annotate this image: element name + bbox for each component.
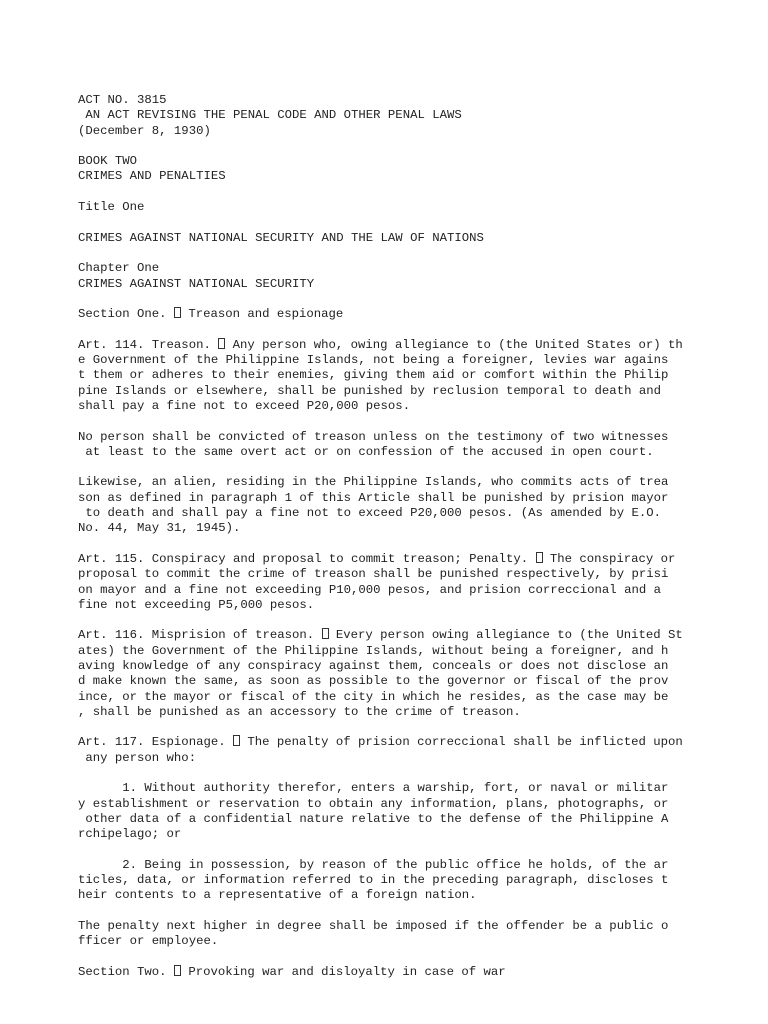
chapter-heading [78,261,718,292]
text-line: ticles, data, or information referred to in the preceding paragraph, discloses t [78,873,669,888]
text-line: at least to the same overt act or on confession of the accused in open court. [78,444,654,459]
text-line: ACT NO. 3815 [78,93,167,107]
missing-glyph-icon [233,735,240,746]
missing-glyph-icon [536,552,543,563]
text-line [78,735,718,750]
text-line [78,384,718,399]
article-117-item-2 [78,858,718,904]
text-line: The penalty next higher in degree shall be imposed if the offender be a public o [78,919,669,934]
text-line [78,659,718,674]
article-115 [78,552,718,613]
text-line: No. 44, May 31, 1945). [78,521,241,536]
article-117-item-1 [78,781,718,842]
text-segment: Art. 116. Misprision of treason. [78,628,322,643]
text-segment: proposal to commit the crime of treason shall be punished respectively, by prisi [78,567,669,582]
text-segment: Any person who, owing allegiance to (the United States or) th [225,337,683,352]
text-line: (December 8, 1930) [78,123,211,138]
text-segment: The penalty of prision correccional shall be inflicted upon [239,735,683,750]
text-segment: Provoking war and disloyalty in case of war [180,964,506,979]
missing-glyph-icon [174,965,181,976]
document-page [78,93,718,996]
text-segment: Art. 115. Conspiracy and proposal to commit treason; Penalty. [78,551,536,566]
text-line: 1. Without authority therefor, enters a warship, fort, or naval or militar [78,781,669,796]
text-segment: e Government of the Philippine Islands, not being a foreigner, levies war agains [78,353,669,368]
text-line: to death and shall pay a fine not to exceed P20,000 pesos. (As amended by E.O. [78,506,661,521]
section-one-heading [78,307,718,322]
text-segment: Section One. [78,307,174,322]
text-segment: The conspiracy or [542,551,676,566]
text-line: other data of a confidential nature relative to the defense of the Philippine A [78,811,669,826]
article-116 [78,628,718,720]
text-segment: Section Two. [78,964,174,979]
text-segment: shall pay a fine not to exceed P20,000 pesos. [78,398,411,413]
title-heading [78,200,718,215]
missing-glyph-icon [174,307,181,318]
text-segment: Treason and espionage [180,307,344,322]
text-line: AN ACT REVISING THE PENAL CODE AND OTHER PENAL LAWS [78,108,462,123]
text-line: son as defined in paragraph 1 of this Article shall be punished by prision mayor [78,490,669,505]
text-segment: on mayor and a fine not exceeding P10,000 pesos, and prision correccional and a [78,582,661,597]
text-line: CRIMES AND PENALTIES [78,169,226,184]
text-line: y establishment or reservation to obtain any information, plans, photographs, or [78,796,669,811]
text-line [78,690,718,705]
text-line: heir contents to a representative of a foreign nation. [78,888,477,903]
text-line: rchipelago; or [78,827,182,842]
article-117-paragraph-2 [78,919,718,950]
text-line [78,598,718,613]
text-line [78,705,718,720]
text-line: Title One [78,200,145,215]
text-line [78,965,718,980]
book-heading [78,154,718,185]
text-line [78,567,718,582]
text-line [78,307,718,322]
text-segment: t them or adheres to their enemies, giving them aid or comfort within the Philip [78,368,669,383]
text-segment: , shall be punished as an accessory to the crime of treason. [78,704,521,719]
text-line: No person shall be convicted of treason unless on the testimony of two witnesses [78,429,669,444]
article-114-paragraph-3 [78,475,718,536]
text-line [78,644,718,659]
text-segment: pine Islands or elsewhere, shall be punished by reclusion temporal to death and [78,383,661,398]
text-line [78,674,718,689]
text-segment: aving knowledge of any conspiracy against them, conceals or does not disclose an [78,658,669,673]
text-line: fficer or employee. [78,934,219,949]
article-114-paragraph-2 [78,430,718,461]
text-line [78,628,718,643]
text-line [78,399,718,414]
text-segment: ates) the Government of the Philippine Islands, without being a foreigner, and h [78,643,669,658]
text-line: Chapter One [78,261,160,276]
title-name [78,231,718,246]
text-line [78,353,718,368]
text-line [78,552,718,567]
missing-glyph-icon [322,628,329,639]
article-114 [78,338,718,414]
text-line [78,751,718,766]
act-header [78,93,718,139]
text-line: CRIMES AGAINST NATIONAL SECURITY AND THE LAW OF NATIONS [78,230,484,245]
text-line: BOOK TWO [78,154,138,169]
section-two-heading [78,965,718,980]
text-segment: Art. 114. Treason. [78,337,219,352]
text-line: Likewise, an alien, residing in the Philippine Islands, who commits acts of trea [78,475,669,490]
article-117 [78,735,718,766]
text-segment: ince, or the mayor or fiscal of the city in which he resides, as the case may be [78,689,669,704]
text-segment: Art. 117. Espionage. [78,735,233,750]
text-line [78,368,718,383]
text-segment: d make known the same, as soon as possible to the governor or fiscal of the prov [78,674,669,689]
text-segment: any person who: [78,750,197,765]
text-line: CRIMES AGAINST NATIONAL SECURITY [78,276,315,291]
text-segment: Every person owing allegiance to (the United St [328,628,683,643]
text-segment: fine not exceeding P5,000 pesos. [78,597,315,612]
text-line [78,583,718,598]
text-line [78,338,718,353]
text-line: 2. Being in possession, by reason of the public office he holds, of the ar [78,857,669,872]
